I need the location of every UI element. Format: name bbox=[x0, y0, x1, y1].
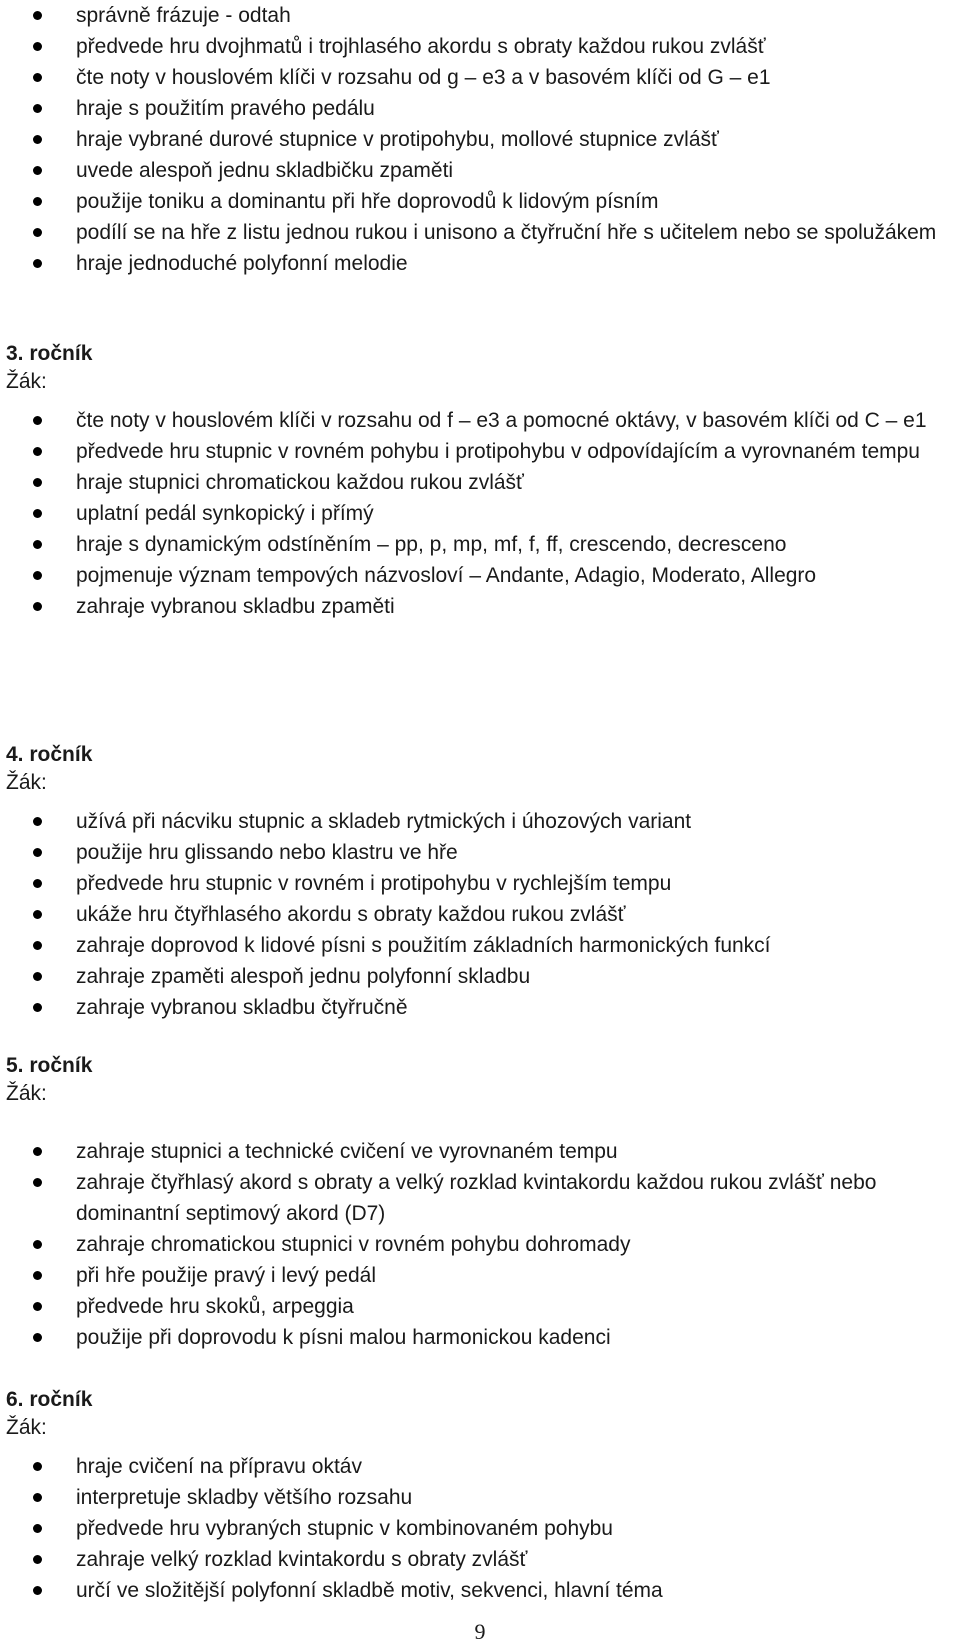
bullet-list bbox=[0, 806, 954, 1023]
list-item: čte noty v houslovém klíči v rozsahu od g – e3 a v basovém klíči od G – e1 bbox=[0, 62, 954, 93]
section-heading: 6. ročník bbox=[6, 1388, 93, 1411]
bullet-icon bbox=[33, 1462, 42, 1471]
bullet-icon bbox=[33, 879, 42, 888]
bullet-icon bbox=[33, 848, 42, 857]
bullet-icon bbox=[33, 447, 42, 456]
bullet-icon bbox=[33, 540, 42, 549]
bullet-icon bbox=[33, 11, 42, 20]
bullet-icon bbox=[33, 910, 42, 919]
list-item: zahraje vybranou skladbu zpaměti bbox=[0, 591, 954, 622]
list-item: čte noty v houslovém klíči v rozsahu od f – e3 a pomocné oktávy, v basovém klíči od C – e1 bbox=[0, 405, 954, 436]
bullet-icon bbox=[33, 1147, 42, 1156]
list-item: správně frázuje - odtah bbox=[0, 0, 954, 31]
bullet-icon bbox=[33, 104, 42, 113]
list-item: užívá při nácviku stupnic a skladeb rytmických i úhozových variant bbox=[0, 806, 954, 837]
bullet-icon bbox=[33, 509, 42, 518]
bullet-icon bbox=[33, 571, 42, 580]
list-item: předvede hru vybraných stupnic v kombinovaném pohybu bbox=[0, 1513, 954, 1544]
bullet-icon bbox=[33, 972, 42, 981]
list-item: zahraje čtyřhlasý akord s obraty a velký rozklad kvintakordu každou rukou zvlášť nebo dominantní septimový akord (D7) bbox=[0, 1167, 954, 1229]
bullet-icon bbox=[33, 259, 42, 268]
bullet-icon bbox=[33, 1302, 42, 1311]
student-label: Žák: bbox=[6, 1416, 47, 1439]
list-item: hraje s dynamickým odstíněním – pp, p, mp, mf, f, ff, crescendo, decresceno bbox=[0, 529, 954, 560]
bullet-icon bbox=[33, 602, 42, 611]
list-item: interpretuje skladby většího rozsahu bbox=[0, 1482, 954, 1513]
page-number: 9 bbox=[474, 1619, 486, 1644]
bullet-icon bbox=[33, 1240, 42, 1249]
list-item: hraje s použitím pravého pedálu bbox=[0, 93, 954, 124]
section-grade-4 bbox=[0, 741, 954, 1023]
list-item: zahraje stupnici a technické cvičení ve vyrovnaném tempu bbox=[0, 1136, 954, 1167]
section-grade-3 bbox=[0, 340, 954, 622]
bullet-icon bbox=[33, 416, 42, 425]
section-heading: 4. ročník bbox=[6, 743, 93, 766]
bullet-icon bbox=[33, 478, 42, 487]
list-item: použije hru glissando nebo klastru ve hře bbox=[0, 837, 954, 868]
bullet-icon bbox=[33, 166, 42, 175]
bullet-icon bbox=[33, 197, 42, 206]
bullet-list bbox=[0, 405, 954, 622]
list-item: pojmenuje význam tempových názvosloví – Andante, Adagio, Moderato, Allegro bbox=[0, 560, 954, 591]
bullet-icon bbox=[33, 1003, 42, 1012]
student-label: Žák: bbox=[6, 370, 47, 393]
list-item: zahraje vybranou skladbu čtyřručně bbox=[0, 992, 954, 1023]
student-label: Žák: bbox=[6, 1082, 47, 1105]
list-item: hraje vybrané durové stupnice v protipohybu, mollové stupnice zvlášť bbox=[0, 124, 954, 155]
bullet-icon bbox=[33, 1586, 42, 1595]
list-item: uvede alespoň jednu skladbičku zpaměti bbox=[0, 155, 954, 186]
section-heading: 5. ročník bbox=[6, 1054, 93, 1077]
list-item: hraje stupnici chromatickou každou rukou zvlášť bbox=[0, 467, 954, 498]
list-item: hraje jednoduché polyfonní melodie bbox=[0, 248, 954, 279]
bullet-list bbox=[0, 1451, 954, 1606]
list-item: použije při doprovodu k písni malou harmonickou kadenci bbox=[0, 1322, 954, 1353]
section-grade-5 bbox=[0, 1052, 954, 1353]
bullet-icon bbox=[33, 42, 42, 51]
list-item: ukáže hru čtyřhlasého akordu s obraty každou rukou zvlášť bbox=[0, 899, 954, 930]
bullet-icon bbox=[33, 1555, 42, 1564]
bullet-icon bbox=[33, 1271, 42, 1280]
list-item: předvede hru dvojhmatů i trojhlasého akordu s obraty každou rukou zvlášť bbox=[0, 31, 954, 62]
list-item: hraje cvičení na přípravu oktáv bbox=[0, 1451, 954, 1482]
bullet-list-continued bbox=[0, 0, 954, 279]
list-item: předvede hru skoků, arpeggia bbox=[0, 1291, 954, 1322]
list-item: určí ve složitější polyfonní skladbě motiv, sekvenci, hlavní téma bbox=[0, 1575, 954, 1606]
list-item: při hře použije pravý i levý pedál bbox=[0, 1260, 954, 1291]
bullet-icon bbox=[33, 1524, 42, 1533]
list-item: podílí se na hře z listu jednou rukou i unisono a čtyřruční hře s učitelem nebo se spolužákem bbox=[0, 217, 954, 248]
list-item: zahraje velký rozklad kvintakordu s obraty zvlášť bbox=[0, 1544, 954, 1575]
list-item: zahraje doprovod k lidové písni s použitím základních harmonických funkcí bbox=[0, 930, 954, 961]
list-item: zahraje chromatickou stupnici v rovném pohybu dohromady bbox=[0, 1229, 954, 1260]
list-item: použije toniku a dominantu při hře doprovodů k lidovým písním bbox=[0, 186, 954, 217]
student-label: Žák: bbox=[6, 771, 47, 794]
list-item: zahraje zpaměti alespoň jednu polyfonní skladbu bbox=[0, 961, 954, 992]
bullet-icon bbox=[33, 135, 42, 144]
section-heading: 3. ročník bbox=[6, 342, 93, 365]
bullet-icon bbox=[33, 73, 42, 82]
section-grade-6 bbox=[0, 1386, 954, 1606]
bullet-icon bbox=[33, 1178, 42, 1187]
list-item: předvede hru stupnic v rovném i protipohybu v rychlejším tempu bbox=[0, 868, 954, 899]
list-item: uplatní pedál synkopický i přímý bbox=[0, 498, 954, 529]
bullet-list bbox=[0, 1136, 954, 1353]
bullet-icon bbox=[33, 228, 42, 237]
list-item: předvede hru stupnic v rovném pohybu i protipohybu v odpovídajícím a vyrovnaném tempu bbox=[0, 436, 954, 467]
bullet-icon bbox=[33, 817, 42, 826]
bullet-icon bbox=[33, 1493, 42, 1502]
bullet-icon bbox=[33, 941, 42, 950]
bullet-icon bbox=[33, 1333, 42, 1342]
